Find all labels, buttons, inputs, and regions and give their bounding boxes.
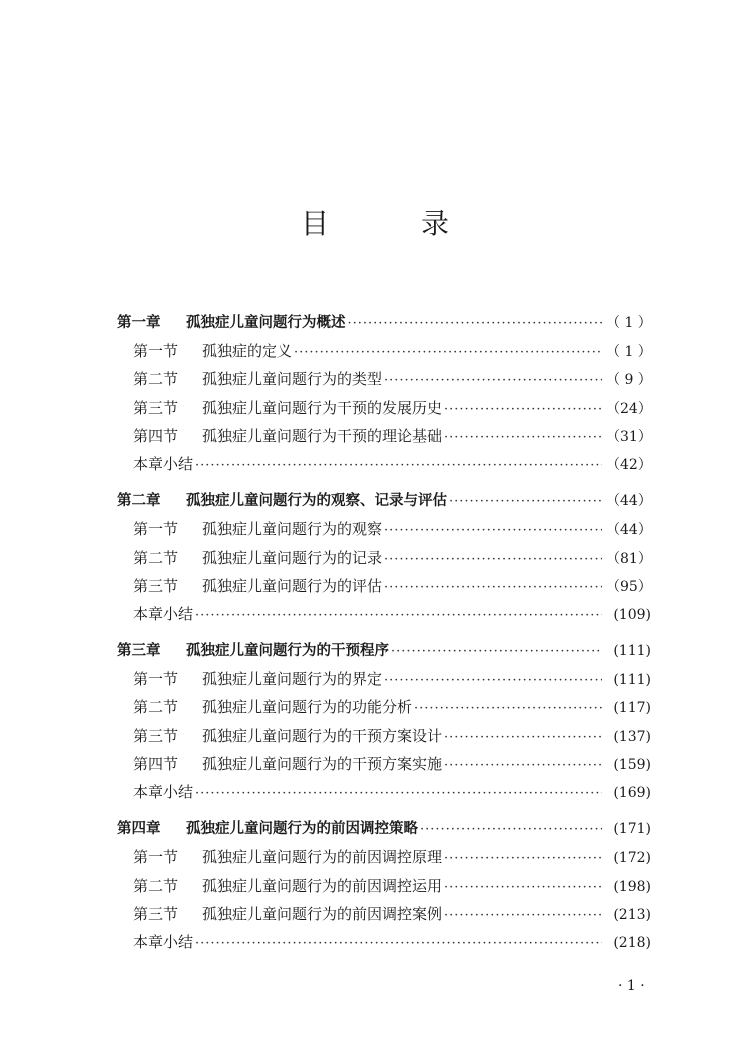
section-number: 第一节 — [133, 670, 179, 689]
chapter-number: 第三章 — [117, 643, 161, 660]
toc-chapter — [117, 487, 651, 628]
page-number: （24） — [606, 400, 652, 417]
page-number: （44） — [606, 493, 652, 510]
section-title: 孤独症儿童问题行为干预的理论基础 — [202, 426, 443, 445]
toc-chapter-entry[interactable] — [117, 309, 651, 337]
summary-title: 本章小结 — [133, 783, 194, 801]
toc-section-entry[interactable] — [117, 900, 651, 928]
dot-leader — [444, 752, 602, 780]
section-number: 第二节 — [133, 548, 179, 567]
toc-summary-entry[interactable] — [117, 600, 651, 628]
chapter-title: 孤独症儿童问题行为概述 — [186, 315, 346, 331]
page-folio: · 1 · — [618, 978, 645, 994]
toc-summary-entry[interactable] — [117, 928, 651, 956]
section-title: 孤独症儿童问题行为的干预方案实施 — [202, 754, 443, 773]
page-number: (137) — [613, 728, 651, 745]
section-title: 孤独症的定义 — [202, 342, 293, 361]
page-number: (172) — [613, 850, 651, 867]
page-number: (169) — [613, 785, 651, 801]
chapter-number: 第四章 — [117, 821, 161, 838]
section-title: 孤独症儿童问题行为的记录 — [202, 548, 383, 567]
section-number: 第一节 — [133, 848, 179, 867]
dot-leader — [294, 339, 602, 367]
dot-leader — [444, 424, 602, 452]
dot-leader — [414, 695, 602, 723]
section-number: 第一节 — [133, 342, 179, 361]
chapter-number: 第一章 — [117, 315, 161, 331]
dot-leader — [444, 845, 602, 873]
toc-section-entry[interactable] — [117, 722, 651, 750]
toc-section-entry[interactable] — [117, 572, 651, 600]
page-number: （44） — [606, 522, 652, 539]
toc-section-entry[interactable] — [117, 872, 651, 900]
section-number: 第三节 — [133, 904, 179, 923]
section-number: 第二节 — [133, 876, 179, 895]
toc-section-entry[interactable] — [117, 544, 651, 572]
page-number: （ 1 ） — [606, 315, 652, 331]
page-title: 目 录 — [300, 207, 481, 240]
section-title: 孤独症儿童问题行为的前因调控运用 — [202, 876, 443, 895]
dot-leader — [384, 667, 602, 695]
toc-section-entry[interactable] — [117, 337, 651, 365]
toc-section-entry[interactable] — [117, 394, 651, 422]
page-number: (218) — [613, 934, 651, 951]
section-title: 孤独症儿童问题行为的功能分析 — [202, 698, 413, 717]
toc-section-entry[interactable] — [117, 750, 651, 778]
toc-chapter-entry[interactable] — [117, 815, 651, 843]
dot-leader — [444, 396, 602, 424]
page-number: （31） — [606, 428, 652, 445]
summary-title: 本章小结 — [133, 604, 194, 623]
section-number: 第三节 — [133, 398, 179, 417]
page-number: (213) — [613, 906, 651, 923]
section-title: 孤独症儿童问题行为的观察 — [202, 520, 383, 539]
toc-section-entry[interactable] — [117, 515, 651, 543]
dot-leader — [444, 902, 602, 930]
toc-chapter — [117, 815, 651, 956]
toc-summary-entry[interactable] — [117, 450, 651, 478]
dot-leader — [444, 874, 602, 902]
toc-section-entry[interactable] — [117, 843, 651, 871]
summary-title: 本章小结 — [133, 454, 194, 473]
section-number: 第一节 — [133, 520, 179, 539]
toc-chapter — [117, 637, 651, 806]
section-title: 孤独症儿童问题行为的前因调控原理 — [202, 848, 443, 867]
section-title: 孤独症儿童问题行为的类型 — [202, 370, 383, 389]
page-number: （ 9 ） — [606, 372, 652, 389]
section-number: 第二节 — [133, 698, 179, 717]
dot-leader — [384, 517, 602, 545]
section-number: 第三节 — [133, 726, 179, 745]
chapter-title: 孤独症儿童问题行为的观察、记录与评估 — [186, 493, 447, 510]
dot-leader — [449, 488, 602, 516]
dot-leader — [348, 310, 603, 338]
toc-chapter-entry[interactable] — [117, 487, 651, 515]
section-number: 第四节 — [133, 426, 179, 445]
page-number: （95） — [606, 578, 652, 595]
page-number: (111) — [613, 672, 651, 689]
dot-leader — [195, 780, 602, 808]
dot-leader — [384, 546, 602, 574]
table-of-contents — [117, 309, 651, 965]
section-number: 第四节 — [133, 754, 179, 773]
summary-title: 本章小结 — [133, 932, 194, 951]
dot-leader — [420, 816, 602, 844]
page-number: (198) — [613, 878, 651, 895]
page-number: （42） — [606, 456, 652, 473]
chapter-title: 孤独症儿童问题行为的干预程序 — [186, 643, 389, 660]
dot-leader — [444, 724, 602, 752]
page-number: (109) — [613, 606, 651, 623]
section-title: 孤独症儿童问题行为的评估 — [202, 576, 383, 595]
page-number: (171) — [613, 821, 651, 838]
section-number: 第二节 — [133, 370, 179, 389]
page-number: (117) — [613, 700, 651, 717]
toc-section-entry[interactable] — [117, 422, 651, 450]
toc-summary-entry[interactable] — [117, 778, 651, 806]
page-number: （81） — [606, 550, 652, 567]
page-number: （ 1 ） — [606, 344, 652, 361]
dot-leader — [195, 930, 602, 958]
toc-section-entry[interactable] — [117, 665, 651, 693]
toc-section-entry[interactable] — [117, 693, 651, 721]
toc-section-entry[interactable] — [117, 365, 651, 393]
toc-chapter — [117, 309, 651, 478]
chapter-title: 孤独症儿童问题行为的前因调控策略 — [186, 821, 418, 838]
page-number: (159) — [613, 756, 651, 773]
section-title: 孤独症儿童问题行为干预的发展历史 — [202, 398, 443, 417]
section-title: 孤独症儿童问题行为的界定 — [202, 670, 383, 689]
chapter-number: 第二章 — [117, 493, 161, 510]
dot-leader — [195, 602, 602, 630]
dot-leader — [391, 638, 602, 666]
dot-leader — [384, 574, 602, 602]
dot-leader — [384, 367, 602, 395]
section-number: 第三节 — [133, 576, 179, 595]
section-title: 孤独症儿童问题行为的前因调控案例 — [202, 904, 443, 923]
toc-chapter-entry[interactable] — [117, 637, 651, 665]
section-title: 孤独症儿童问题行为的干预方案设计 — [202, 726, 443, 745]
page-number: (111) — [613, 643, 651, 660]
dot-leader — [195, 452, 602, 480]
